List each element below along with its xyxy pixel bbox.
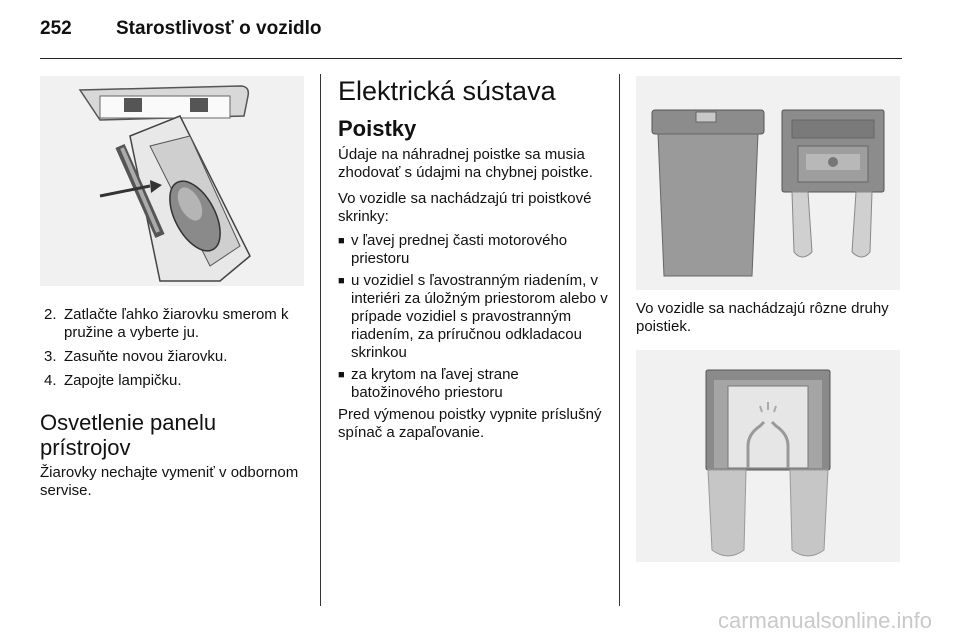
list-item (338, 232, 608, 268)
step-number: 2. (44, 306, 57, 323)
list-item-text: za krytom na ľavej strane batožinového priestoru (351, 366, 519, 401)
list-item-text: u vozidiel s ľavostranným riadením, v interiéri za úložným priestorom alebo v prípade vozidiel s pravostranným riadením, za príručnou odkladacou skrinkou (351, 272, 608, 361)
step-item (40, 306, 306, 342)
step-number: 4. (44, 372, 57, 389)
section-body: Žiarovky nechajte vymeniť v odbornom servise. (40, 464, 299, 499)
step-text: Zatlačte ľahko žiarovku smerom k pružine a vyberte ju. (64, 306, 289, 341)
fuse-types-illustration (636, 76, 900, 290)
steps-list (40, 306, 306, 390)
list-item (338, 272, 608, 362)
square-bullet-icon: ■ (338, 275, 345, 287)
list-item (338, 366, 608, 402)
fusebox-list (338, 232, 608, 402)
watermark: carmanualsonline.info (717, 608, 932, 633)
step-number: 3. (44, 348, 57, 365)
column-2 (338, 76, 608, 442)
section-heading: Osvetlenie panelu prístrojov (40, 410, 217, 460)
page-title: Starostlivosť o vozidlo (116, 18, 322, 39)
step-text: Zasuňte novou žiarovku. (64, 348, 228, 365)
square-bullet-icon: ■ (338, 235, 345, 247)
square-bullet-icon: ■ (338, 369, 345, 381)
header-rule (40, 58, 902, 59)
fuses-illustration (636, 76, 900, 290)
subsection-heading: Poistky (338, 116, 417, 141)
bulb-replacement-illustration (40, 76, 304, 286)
paragraph-1: Údaje na náhradnej poistke sa musia zhodovať s údajmi na chybnej poistke. (338, 146, 593, 181)
step-item (40, 348, 306, 366)
paragraph-3: Pred výmenou poistky vypnite príslušný spínač a zapaľovanie. (338, 406, 602, 441)
column-divider-1 (320, 74, 321, 606)
column-3 (636, 76, 902, 562)
page-header (40, 18, 321, 48)
bulb-illustration (40, 76, 304, 286)
mini-fuse-diagram (636, 350, 900, 562)
figure-caption: Vo vozidle sa nachádzajú rôzne druhy poistiek. (636, 300, 889, 335)
paragraph-2: Vo vozidle sa nachádzajú tri poistkové skrinky: (338, 190, 592, 225)
list-item-text: v ľavej prednej časti motorového priestoru (351, 232, 568, 267)
mini-fuse-illustration (636, 350, 900, 562)
step-item (40, 372, 306, 390)
chapter-heading: Elektrická sústava (338, 76, 556, 106)
step-text: Zapojte lampičku. (64, 372, 182, 389)
column-divider-2 (619, 74, 620, 606)
page-number: 252 (40, 18, 72, 39)
column-1 (40, 76, 306, 500)
